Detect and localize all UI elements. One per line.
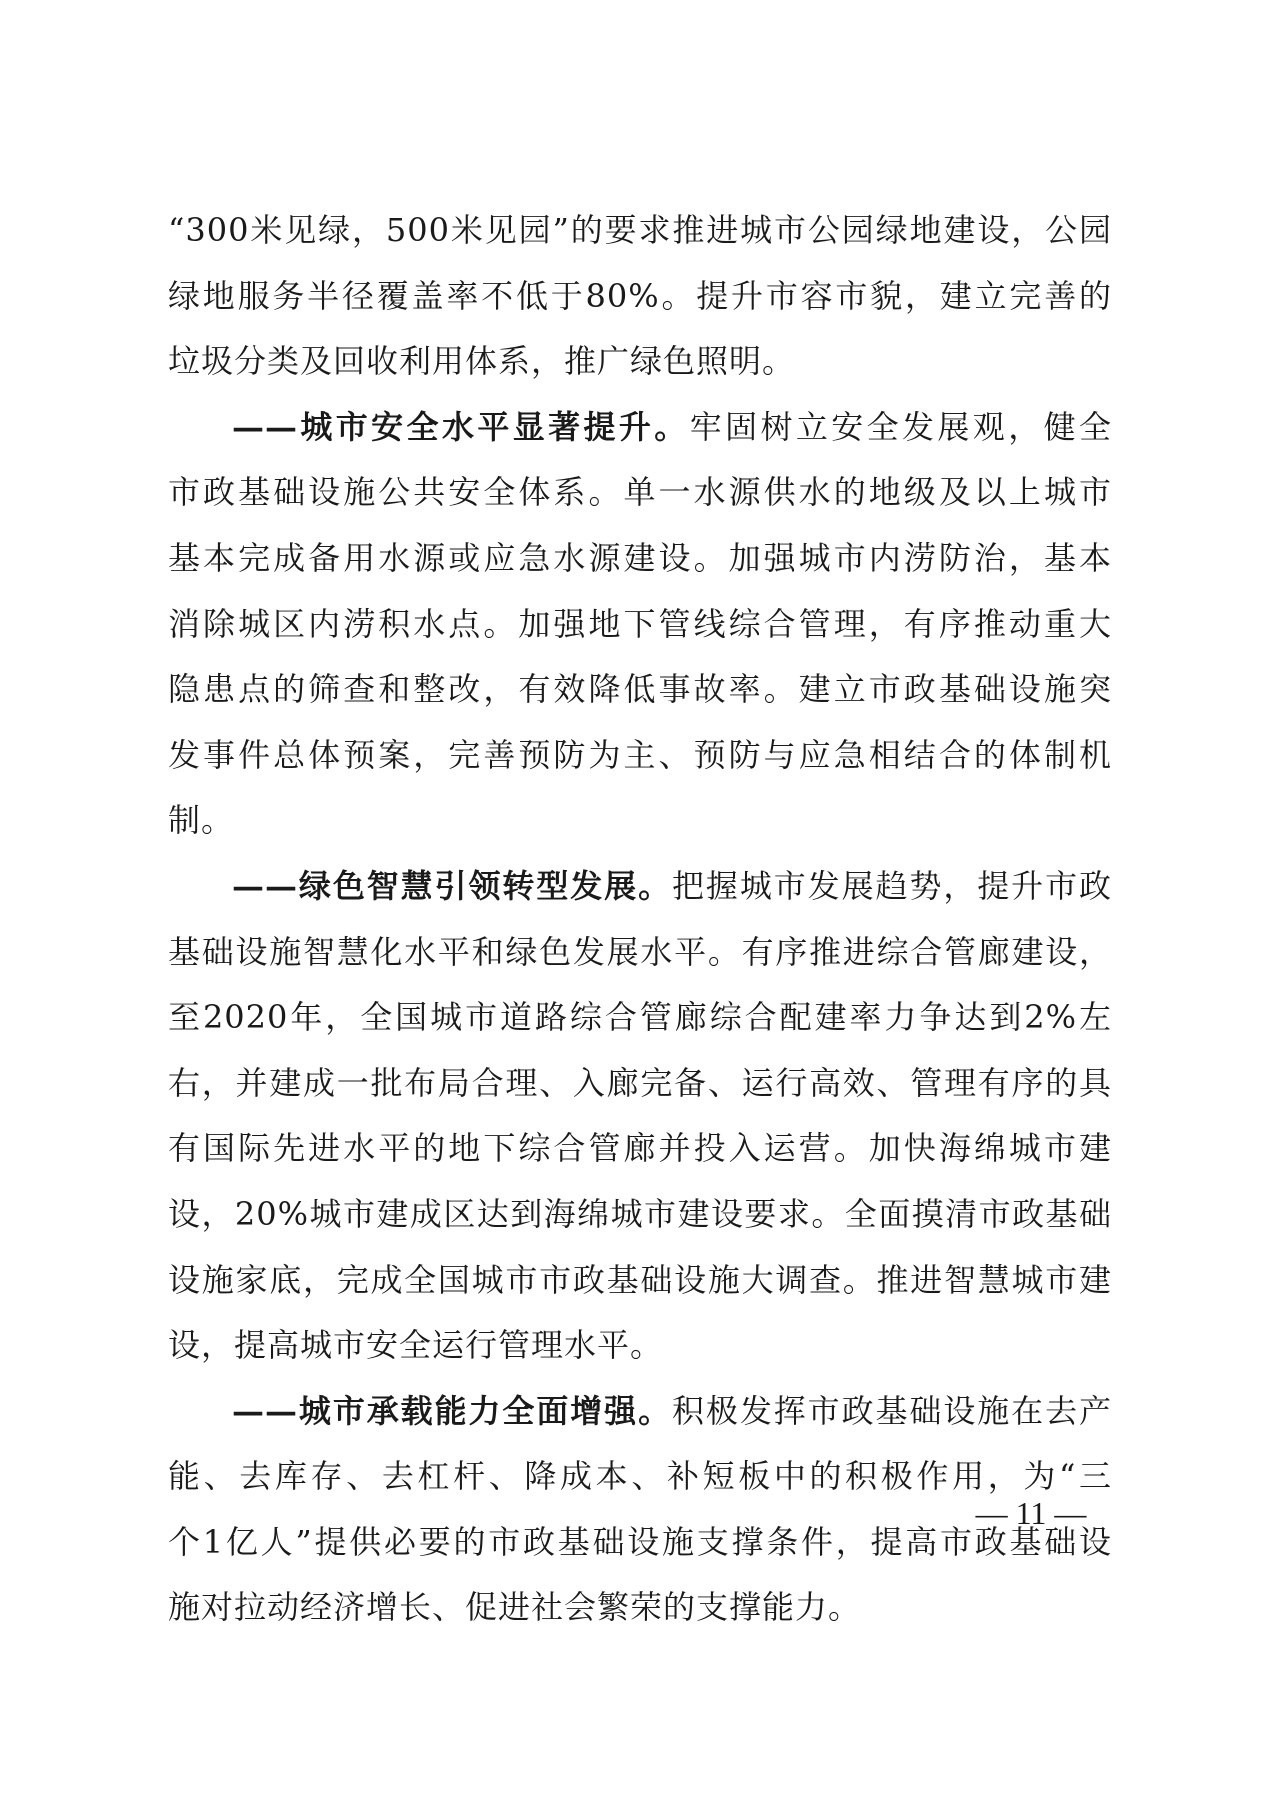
paragraph-text: 牢固树立安全发展观，健全 bbox=[689, 407, 1112, 446]
paragraph-line: 至2020年，全国城市道路综合管廊综合配建率力争达到2%左 bbox=[168, 998, 1112, 1037]
paragraph-line: 隐患点的筛查和整改，有效降低事故率。建立市政基础设施突 bbox=[168, 670, 1112, 709]
paragraph-line: 绿地服务半径覆盖率不低于80%。提升市容市貌，建立完善的 bbox=[168, 276, 1112, 315]
paragraph-first-line bbox=[168, 1379, 1112, 1445]
paragraph-line: 能、去库存、去杠杆、降成本、补短板中的积极作用，为“三 bbox=[168, 1457, 1112, 1496]
section-heading-capacity: ——城市承载能力全面增强。 bbox=[232, 1391, 672, 1430]
paragraph-line: 右，并建成一批布局合理、入廊完备、运行高效、管理有序的具 bbox=[168, 1063, 1112, 1102]
paragraph-line: 施对拉动经济增长、促进社会繁荣的支撑能力。 bbox=[168, 1588, 862, 1627]
paragraph-line: 发事件总体预案，完善预防为主、预防与应急相结合的体制机 bbox=[168, 735, 1112, 774]
section-heading-urban-safety: ——城市安全水平显著提升。 bbox=[232, 407, 690, 446]
paragraph-line: 设，20%城市建成区达到海绵城市建设要求。全面摸清市政基础 bbox=[168, 1194, 1112, 1233]
paragraph-first-line bbox=[168, 854, 1112, 920]
paragraph-line: 有国际先进水平的地下综合管廊并投入运营。加快海绵城市建 bbox=[168, 1129, 1112, 1168]
paragraph-line: “300米见绿，500米见园”的要求推进城市公园绿地建设，公园 bbox=[168, 211, 1112, 249]
section-heading-green-smart: ——绿色智慧引领转型发展。 bbox=[232, 866, 672, 905]
paragraph-line: 制。 bbox=[168, 801, 235, 840]
paragraph-first-line bbox=[168, 395, 1112, 461]
paragraph-line: 垃圾分类及回收利用体系，推广绿色照明。 bbox=[168, 342, 796, 381]
paragraph-line: 设施家底，完成全国城市市政基础设施大调查。推进智慧城市建 bbox=[168, 1260, 1112, 1299]
paragraph-line: 设，提高城市安全运行管理水平。 bbox=[168, 1326, 664, 1365]
paragraph-text: 把握城市发展趋势，提升市政 bbox=[672, 866, 1112, 905]
paragraph-line: 基础设施智慧化水平和绿色发展水平。有序推进综合管廊建设， bbox=[168, 932, 1112, 971]
body-text bbox=[168, 198, 1112, 1641]
paragraph-line: 消除城区内涝积水点。加强地下管线综合管理，有序推动重大 bbox=[168, 604, 1112, 643]
paragraph-line: 市政基础设施公共安全体系。单一水源供水的地级及以上城市 bbox=[168, 473, 1112, 512]
page-number: — 11 — bbox=[975, 1495, 1087, 1531]
paragraph-text: 积极发挥市政基础设施在去产 bbox=[672, 1391, 1112, 1430]
paragraph-line: 个1亿人”提供必要的市政基础设施支撑条件，提高市政基础设 bbox=[168, 1522, 1112, 1561]
paragraph-line: 基本完成备用水源或应急水源建设。加强城市内涝防治，基本 bbox=[168, 538, 1112, 577]
